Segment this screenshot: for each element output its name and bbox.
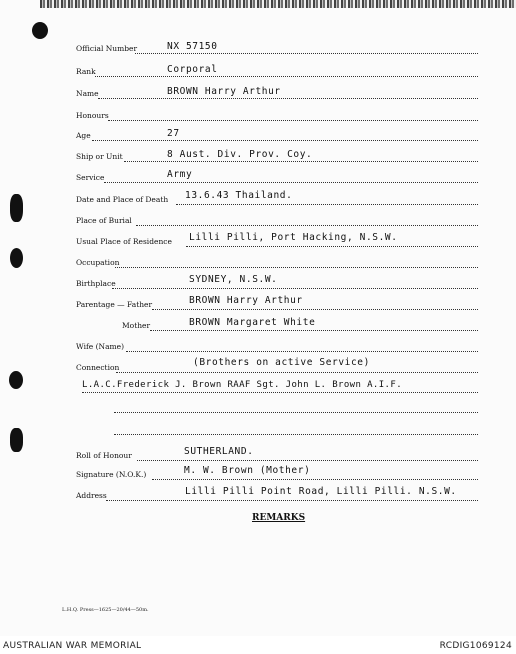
address-label: Address: [76, 491, 107, 500]
date-place-death-value: 13.6.43 Thailand.: [185, 190, 293, 201]
parentage-father-line: [152, 309, 478, 310]
roll-of-honour-value: SUTHERLAND.: [184, 446, 254, 457]
birthplace-line: [112, 288, 478, 289]
connection-line2: [82, 392, 478, 393]
signature-value: M. W. Brown (Mother): [184, 465, 311, 476]
service-line: [104, 182, 478, 183]
rank-label: Rank: [76, 67, 96, 76]
official-number-value: NX 57150: [167, 41, 218, 52]
punch-hole-left-1: [10, 194, 23, 222]
name-label: Name: [76, 89, 99, 98]
connection-line3: [114, 412, 478, 413]
residence-line: [186, 246, 478, 247]
printer-imprint: L.H.Q. Press—1625—20/44—50m.: [62, 607, 149, 613]
birthplace-label: Birthplace: [76, 279, 116, 288]
roll-of-honour-label: Roll of Honour: [76, 451, 132, 460]
place-of-burial-label: Place of Burial: [76, 216, 132, 225]
honours-label: Honours: [76, 111, 109, 120]
address-value: Lilli Pilli Point Road, Lilli Pilli. N.S.W.: [185, 486, 457, 497]
mother-label: Mother: [122, 321, 151, 330]
signature-label: Signature (N.O.K.): [76, 470, 147, 479]
age-label: Age: [76, 131, 91, 140]
service-value: Army: [167, 169, 193, 180]
age-line: [92, 140, 478, 141]
residence-label: Usual Place of Residence: [76, 237, 172, 246]
remarks-heading: REMARKS: [252, 513, 306, 523]
signature-line: [152, 479, 478, 480]
archive-name: AUSTRALIAN WAR MEMORIAL: [3, 641, 142, 651]
punch-hole-left-2: [10, 248, 23, 268]
scan-edge-noise: [40, 0, 516, 8]
name-line: [98, 98, 478, 99]
punch-hole-left-4: [10, 428, 23, 452]
residence-value: Lilli Pilli, Port Hacking, N.S.W.: [189, 232, 398, 243]
birthplace-value: SYDNEY, N.S.W.: [189, 274, 278, 285]
punch-hole-left-3: [9, 371, 23, 389]
official-number-line: [135, 53, 478, 54]
parentage-father-value: BROWN Harry Arthur: [189, 295, 303, 306]
roll-of-honour-line: [137, 460, 478, 461]
connection-line: [116, 372, 478, 373]
name-value: BROWN Harry Arthur: [167, 86, 281, 97]
rank-value: Corporal: [167, 64, 218, 75]
mother-line: [150, 330, 478, 331]
occupation-label: Occupation: [76, 258, 120, 267]
archive-record-id: RCDIG1069124: [439, 641, 512, 651]
honours-line: [108, 120, 478, 121]
ship-or-unit-value: 8 Aust. Div. Prov. Coy.: [167, 149, 313, 160]
occupation-line: [115, 267, 478, 268]
connection-label: Connection: [76, 363, 120, 372]
service-label: Service: [76, 173, 105, 182]
official-number-label: Official Number: [76, 44, 138, 53]
date-place-death-line: [176, 204, 478, 205]
rank-line: [95, 76, 478, 77]
ship-or-unit-line: [124, 161, 478, 162]
address-line: [106, 500, 478, 501]
age-value: 27: [167, 128, 180, 139]
parentage-father-label: Parentage — Father: [76, 300, 153, 309]
wife-line: [126, 351, 478, 352]
connection-value-line2: L.A.C.Frederick J. Brown RAAF Sgt. John L. Brown A.I.F.: [82, 380, 403, 390]
connection-line4: [114, 434, 478, 435]
place-of-burial-line: [136, 225, 478, 226]
connection-value: (Brothers on active Service): [193, 357, 370, 368]
wife-label: Wife (Name): [76, 342, 125, 351]
mother-value: BROWN Margaret White: [189, 317, 316, 328]
date-place-death-label: Date and Place of Death: [76, 195, 169, 204]
punch-hole-top: [32, 22, 48, 39]
ship-or-unit-label: Ship or Unit: [76, 152, 123, 161]
